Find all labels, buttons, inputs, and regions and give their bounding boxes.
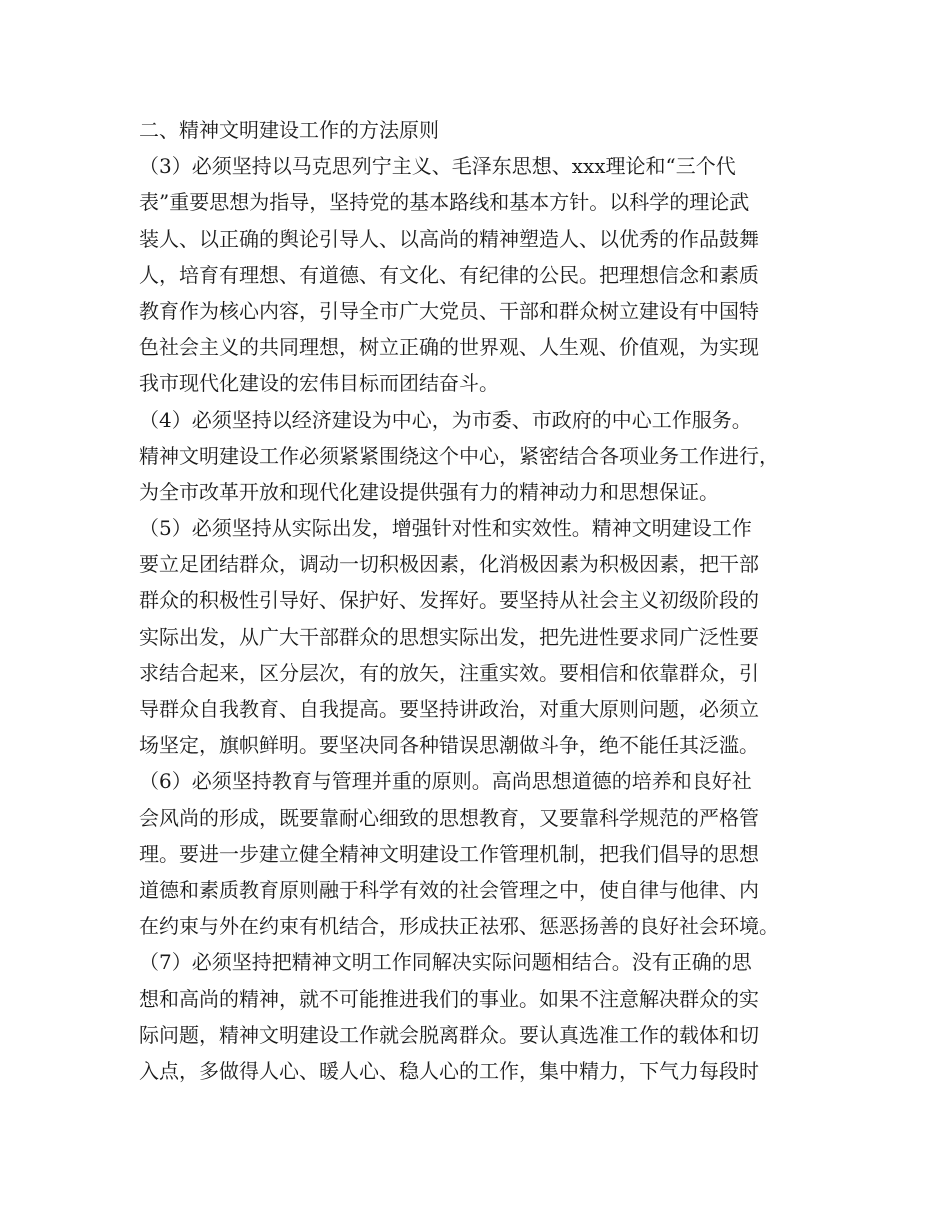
text-line: 际问题，精神文明建设工作就会脱离群众。要认真选准工作的载体和切 [139, 1022, 759, 1047]
text-line: 导群众自我教育、自我提高。要坚持讲政治，对重大原则问题，必须立 [139, 697, 759, 721]
text-line: 群众的积极性引导好、保护好、发挥好。要坚持从社会主义初级阶段的 [139, 588, 759, 613]
text-line: （3）必须坚持以马克思列宁主义、毛泽东思想、xxx理论和“三个代 [139, 154, 736, 179]
text-line: 我市现代化建设的宏伟目标而团结奋斗。 [139, 371, 499, 396]
text-line: （4）必须坚持以经济建设为中心，为市委、市政府的中心工作服务。 [139, 407, 752, 432]
text-line: 色社会主义的共同理想，树立正确的世界观、人生观、价值观，为实现 [139, 335, 759, 360]
text-line: 教育作为核心内容，引导全市广大党员、干部和群众树立建设有中国特 [139, 298, 759, 323]
text-line: 精神文明建设工作必须紧紧围绕这个中心，紧密结合各项业务工作进行， [139, 443, 779, 468]
text-line: 入点，多做得人心、暖人心、稳人心的工作，集中精力，下气力每段时 [139, 1058, 759, 1083]
text-line: （5）必须坚持从实际出发，增强针对性和实效性。精神文明建设工作 [139, 516, 752, 541]
section-heading: 二、精神文明建设工作的方法原则 [139, 118, 439, 142]
text-line: 表”重要思想为指导，坚持党的基本路线和基本方针。以科学的理论武 [139, 190, 750, 215]
text-line: 会风尚的形成，既要靠耐心细致的思想教育，又要靠科学规范的严格管 [139, 805, 759, 830]
text-line: 场坚定，旗帜鲜明。要坚决同各种错误思潮做斗争，绝不能任其泛滥。 [139, 733, 759, 758]
text-line: （6）必须坚持教育与管理并重的原则。高尚思想道德的培养和良好社 [139, 769, 752, 794]
text-line: 在约束与外在约束有机结合，形成扶正祛邪、惩恶扬善的良好社会环境。 [139, 914, 779, 939]
text-line: 要立足团结群众，调动一切积极因素，化消极因素为积极因素，把干部 [139, 552, 759, 577]
text-line: 理。要进一步建立健全精神文明建设工作管理机制，把我们倡导的思想 [139, 841, 759, 866]
text-line: 想和高尚的精神，就不可能推进我们的事业。如果不注意解决群众的实 [139, 986, 759, 1011]
text-line: 道德和素质教育原则融于科学有效的社会管理之中，使自律与他律、内 [139, 877, 759, 902]
text-line: 为全市改革开放和现代化建设提供强有力的精神动力和思想保证。 [139, 479, 719, 504]
text-line: 求结合起来，区分层次，有的放矢，注重实效。要相信和依靠群众，引 [139, 660, 759, 685]
text-line: 装人、以正确的舆论引导人、以高尚的精神塑造人、以优秀的作品鼓舞 [139, 226, 759, 251]
document-body [139, 112, 829, 1089]
text-line: 人，培育有理想、有道德、有文化、有纪律的公民。把理想信念和素质 [139, 262, 759, 287]
text-line: （7）必须坚持把精神文明工作同解决实际问题相结合。没有正确的思 [139, 950, 752, 975]
text-line: 实际出发，从广大干部群众的思想实际出发，把先进性要求同广泛性要 [139, 624, 759, 649]
